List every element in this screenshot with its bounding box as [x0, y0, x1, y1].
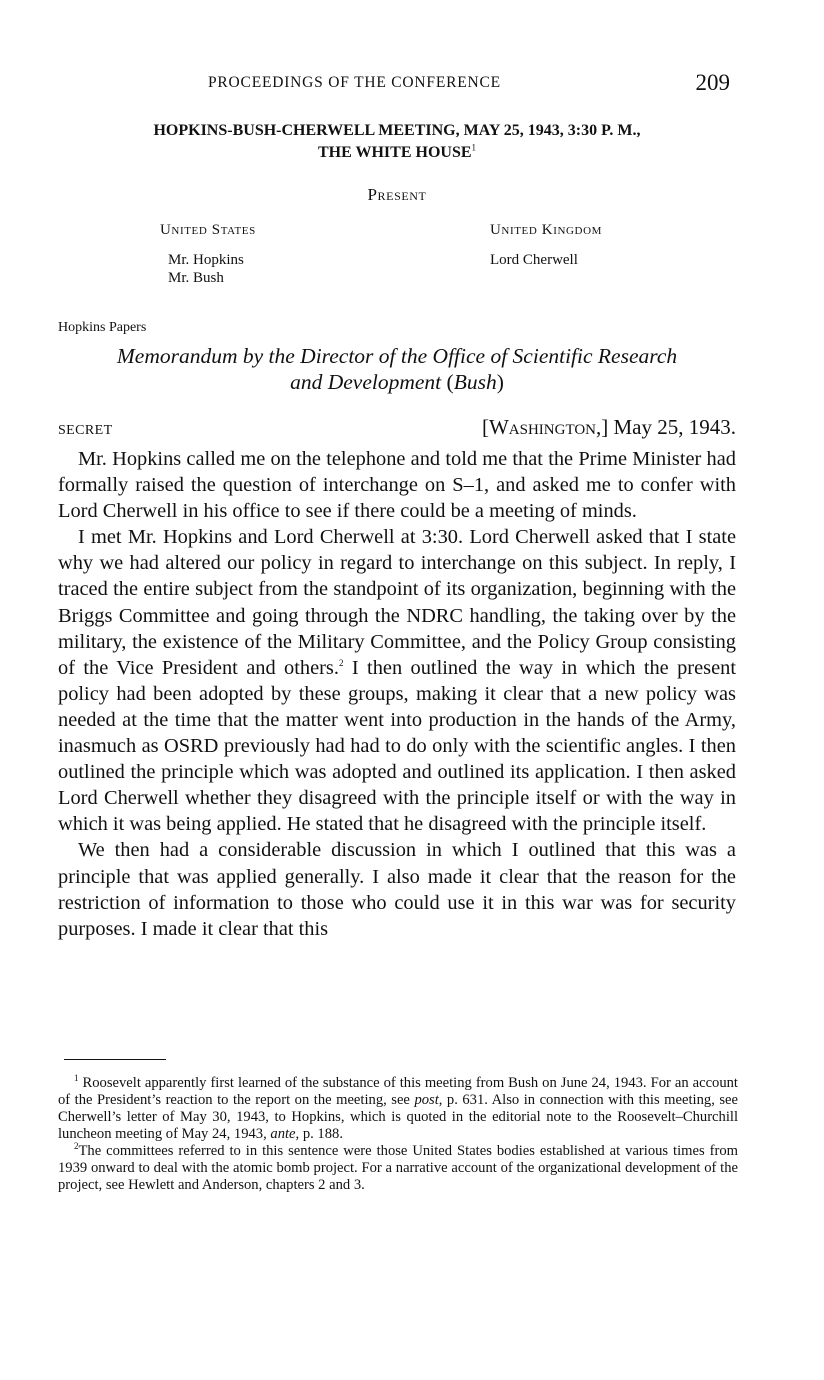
document-author: Bush [453, 370, 497, 394]
classification-line [58, 415, 736, 443]
paren-open: ( [446, 370, 454, 394]
place: Washington, [488, 415, 602, 439]
paren-close: ) [496, 370, 504, 394]
delegation-country: United Kingdom [490, 222, 603, 238]
delegation-member: Mr. Hopkins [168, 252, 244, 268]
running-title: PROCEEDINGS OF THE CONFERENCE [208, 74, 501, 91]
source-note: Hopkins Papers [58, 320, 147, 335]
delegation-united-states [160, 222, 256, 287]
meeting-heading-line-2 [58, 142, 736, 164]
footnote-text: Roosevelt apparently first learned of the substance of this meeting from Bush on June 24, 1943. For an account of the President’s reaction to the report on the meeting, see [58, 1075, 738, 1108]
running-head [58, 72, 736, 98]
classification-label: SECRET [58, 423, 113, 438]
footnote-divider [64, 1059, 166, 1060]
footnote-text: , p. 631. Also in connection with this meeting, see Cherwell’s letter of May 30, 1943, to Hopkins, which is quoted in the editorial note to the Roosevelt–Churchill luncheon meeting of May 24, 1943, [58, 1092, 738, 1142]
present-heading: Present [367, 185, 427, 204]
date: May 25, 1943. [613, 415, 736, 439]
paragraph-text-continued: I then outlined the way in which the present policy had been adopted by these groups, making it clear that a new policy was needed at the time that the matter went into production in the hands of the Army, inasmuch as OSRD previously had had to do only with the scientific angles. I then outlined the principle which was adopted and outlined its application. I then asked Lord Cherwell whether they disagreed with the principle itself or with the way in which it was being applied. He stated that he disagreed with the principle itself. [58, 656, 736, 836]
document-title-italic: and Development [290, 370, 442, 394]
footnote-marker: 2 [74, 1141, 79, 1152]
footnote-italic: ante [270, 1126, 296, 1142]
footnote-ref-1: 1 [471, 142, 477, 153]
page-number: 209 [695, 70, 730, 95]
footnote-italic: post [414, 1092, 439, 1108]
delegation-country: United States [160, 222, 256, 238]
memorandum-body [58, 446, 736, 942]
delegation-united-kingdom [490, 222, 602, 269]
paragraph [58, 524, 736, 837]
document-title-line-2 [58, 369, 736, 395]
footnote-ref-2: 2 [338, 657, 344, 668]
meeting-heading-place: THE WHITE HOUSE [317, 144, 472, 161]
footnote-marker: 1 [74, 1073, 79, 1084]
delegation-member: Lord Cherwell [490, 252, 578, 268]
meeting-heading-line-1: HOPKINS-BUSH-CHERWELL MEETING, MAY 25, 1943, 3:30 P. M., [153, 122, 641, 139]
paragraph-text: I met Mr. Hopkins and Lord Cherwell at 3:30. Lord Cherwell asked that I state why we had altered our policy in regard to interchange on this subject. In reply, I traced the entire subject from the standpoint of its organization, beginning with the Briggs Committee and going through the NDRC handling, the taking over by the military, the existence of the Military Committee, and the Policy Group consisting of the Vice President and others. [58, 526, 736, 679]
meeting-heading [58, 120, 736, 164]
document-title [58, 343, 736, 395]
bracket-open: [ [481, 415, 489, 439]
paragraph: Mr. Hopkins called me on the telephone and told me that the Prime Minister had formally raised the question of interchange on S–1, and asked me to confer with Lord Cherwell in his office to see if there could be a meeting of minds. [58, 448, 736, 523]
footnote-text: , p. 188. [295, 1126, 343, 1142]
footnote-1 [58, 1075, 738, 1143]
date-place [482, 415, 736, 440]
delegation-member: Mr. Bush [168, 270, 224, 286]
footnote-text: The committees referred to in this sentence were those United States bodies established at various times from 1939 onward to deal with the atomic bomb project. For a narrative account of the organizational development of the project, see Hewlett and Anderson, chapters 2 and 3. [58, 1143, 738, 1193]
footnotes [58, 1075, 738, 1194]
footnote-2 [58, 1143, 738, 1194]
bracket-close: ] [601, 415, 609, 439]
paragraph: We then had a considerable discussion in which I outlined that this was a principle that was applied generally. I also made it clear that the reason for the restriction of information to those who could use it in this war was for security purposes. I made it clear that this [58, 839, 736, 940]
document-title-line-1: Memorandum by the Director of the Office of Scientific Research [116, 344, 678, 368]
